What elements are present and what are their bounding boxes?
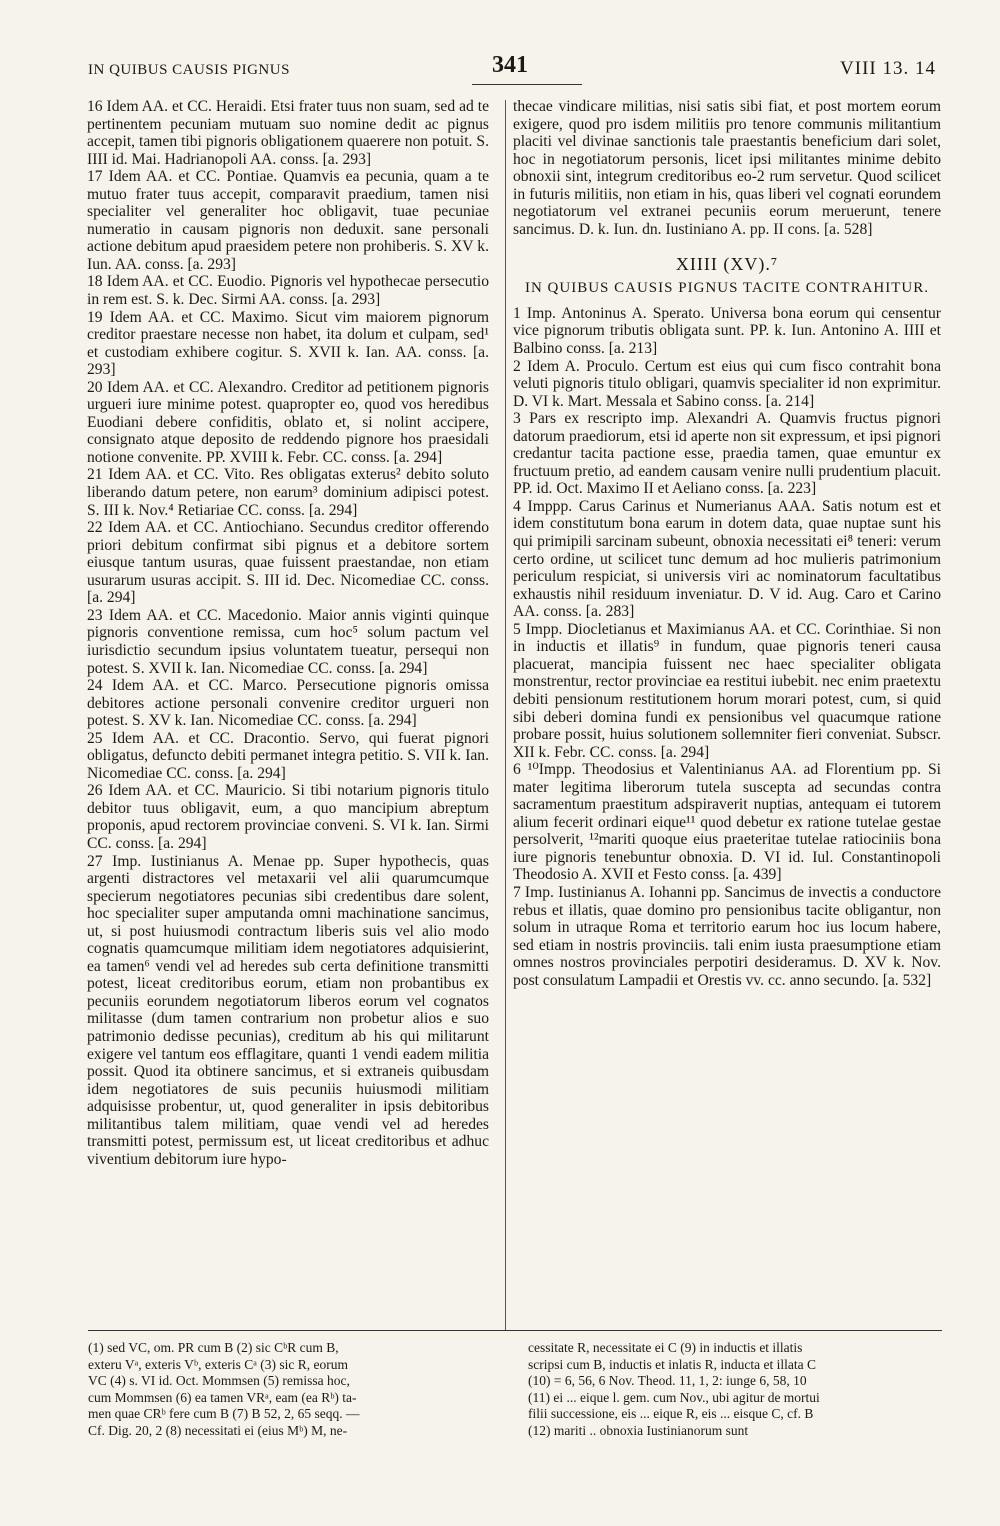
- footnote-line: filii successione, eis ... eique R, eis ... eisque C, cf. B: [528, 1406, 814, 1421]
- title-block: [513, 256, 941, 297]
- entry-xv-4: 4 Imppp. Carus Carinus et Numerianus AAA. Satis notum est et idem constitutum bona earum in dotem data, quae nuptae sunt his qui primipili sarcinam subeunt, obnoxia necessitati ei⁸ teneri: verum certo ordine, ut scilicet tunc demum ad hoc mulieris patrimonium periculum respiciat, si universis viri ac nominatorum facultatibus exhaustis nihil residuum inveniatur. D. V id. Aug. Caro et Carino AA. conss. [a. 283]: [513, 497, 941, 621]
- footnote-line: Cf. Dig. 20, 2 (8) necessitati ei (eius Mᵇ) M, ne-: [88, 1422, 348, 1438]
- entry-20: 20 Idem AA. et CC. Alexandro. Creditor ad petitionem pignoris urgueri iure minime potest. quapropter eo, quod vos heredibus Euodiani debere confiditis, oblato et, si nolint accipere, consignato atque deposito de reddendo pignore hos praesidali notione convenite. PP. XVIII k. Febr. CC. conss. [a. 294]: [87, 378, 489, 466]
- footnote-line: scripsi cum B, inductis et inlatis R, inducta et illata C: [528, 1356, 816, 1372]
- entry-16: 16 Idem AA. et CC. Heraidi. Etsi frater tuus non suam, sed ad te pertinentem pecuniam mutuam suo nomine dedit ac pignus accepit, tamen tibi pignoris obligationem quaerere non potuit. S. IIII id. Mai. Hadrianopoli AA. conss. [a. 293]: [87, 98, 489, 168]
- entry-17: 17 Idem AA. et CC. Pontiae. Quamvis ea pecunia, quam a te mutuo frater tuus accepit, comparavit praedium, tamen nisi specialiter vel generaliter hoc obligavit, tuae pecuniae numeratio in causam pignoris non deduxit. sane personali actione debitum apud praesidem petere non prohiberis. S. XV k. Iun. AA. conss. [a. 293]: [87, 168, 489, 273]
- footnote-line: men quae CRᵇ fere cum B (7) B 52, 2, 65 seqq. —: [88, 1406, 360, 1421]
- title-heading: IN QUIBUS CAUSIS PIGNUS TACITE CONTRAHITUR.: [524, 279, 930, 296]
- page-number: 341: [492, 52, 528, 78]
- running-head: [88, 48, 936, 88]
- entry-xv-2: 2 Idem A. Proculo. Certum est eius qui cum fisco contrahit bona veluti pignoris titulo obligari, quamvis specialiter id non exprimitur. D. VI k. Mart. Messala et Sabino conss. [a. 214]: [513, 357, 941, 410]
- entry-18: 18 Idem AA. et CC. Euodio. Pignoris vel hypothecae persecutio in rem est. S. k. Dec. Sirmi AA. conss. [a. 293]: [87, 273, 489, 309]
- section-reference: VIII 13. 14: [840, 58, 936, 79]
- entry-xv-6: 6 ¹⁰Impp. Theodosius et Valentinianus AA. ad Florentium pp. Si mater legitima liberorum tutela suscepta ad secundas contra sacramentum praestitum adspiraverit nuptias, antequam ei tutorem alium fecerit ordinari eique¹¹ quod debetur ex ratione tutelae gestae persolverit, ¹²mariti quoque eius praeteritae tutelae ratiociniis bona iure pignoris tenebuntur obnoxia. D. VI id. Iul. Constantinopoli Theodosio A. XVII et Festo conss. [a. 439]: [513, 761, 941, 884]
- entry-24: 24 Idem AA. et CC. Marco. Persecutione pignoris omissa debitores actione personali convenire creditor urgueri non potest. S. XV k. Ian. Nicomediae CC. conss. [a. 294]: [87, 677, 489, 730]
- footnote-rule: [88, 1330, 942, 1331]
- entry-27: 27 Imp. Iustinianus A. Menae pp. Super hypothecis, quas argenti distractores vel metaxarii vel alii quarumcumque specierum negotiatores pecunias sibi credentibus dare solent, hoc specialiter super amputanda omni machinatione sancimus, ut, si post huiusmodi contractum liberis suis vel alio modo cognatis quamcumque militiam idem negotiatores adquisierint, ea tamen⁶ vendi vel ad heredes sub certa definitione transmitti potest, liceat creditoribus eorum, etiam non probantibus ex pecuniis eorundem negotiatorum liberos eorum vel cognatos militasse (dum tamen contrarium non probetur alios e suo patrimonio dedisse pecunias), creditum ab his qui militarunt exigere vel tantum eos efflagitare, quanti 1 vendi eadem militia possit. Quod ita obtinere sancimus, et si extraneis quibusdam idem negotiatores de suis pecuniis huiusmodi militiam adquisisse probentur, ut, quod generaliter in ipsis debitoribus militantibus talem militiam, quae vendi vel ad heredes transmitti potest, permissum est, ut liceat creditoribus et adhuc viventium debitorum iure hypo-: [87, 852, 489, 1168]
- entry-22: 22 Idem AA. et CC. Antiochiano. Secundus creditor offerendo priori debitum confirmat sibi pignus et a debitore sortem eiusque tantum usuras, quae fuissent praestandae, non etiam usurarum usuras accipit. S. III id. Dec. Nicomediae CC. conss. [a. 294]: [87, 519, 489, 607]
- left-column: [87, 98, 489, 1168]
- footnotes-right: [528, 1340, 948, 1439]
- entry-xv-5: 5 Impp. Diocletianus et Maximianus AA. et CC. Corinthiae. Si non in inductis et illatis⁹ in fundum, quae pignoris teneri causa placuerat, mancipia fuissent nec haec specialiter obligata monstrentur, rector provinciae ea restitui iubebit. nec enim praetextu debiti pensionum restitutionem horum morari potest, cum, si quid sibi deberi domina fundi ex pensionibus vel quacumque ratione probare possit, huius solutionem sollemniter fieri conveniat. Subscr. XII k. Febr. CC. conss. [a. 294]: [513, 620, 941, 761]
- right-column: [513, 98, 941, 989]
- footnote-line: (1) sed VC, om. PR cum B (2) sic CᵇR cum B,: [88, 1340, 339, 1355]
- title-number: XIIII (XV).⁷: [675, 254, 779, 275]
- footnote-line: exteru Vᵃ, exteris Vᵇ, exteris Cᵃ (3) sic R, eorum: [88, 1356, 349, 1372]
- column-divider: [505, 100, 506, 1330]
- footnote-line: (11) ei ... eique l. gem. cum Nov., ubi agitur de mortui: [528, 1389, 820, 1405]
- footnote-line: (12) mariti .. obnoxia Iustinianorum sunt: [528, 1422, 749, 1438]
- footnotes-left: [88, 1340, 498, 1439]
- entry-xv-3: 3 Pars ex rescripto imp. Alexandri A. Quamvis fructus pignori datorum praediorum, etsi id aperte non sit expressum, et ipsi pignori credantur tacita pactione esse, praedia tamen, quae emuntur ex fructuum pretio, ad eandem causam venire nulli prudentium placuit. PP. id. Oct. Maximo II et Aeliano conss. [a. 223]: [513, 410, 941, 498]
- footnote-line: VC (4) s. VI id. Oct. Mommsen (5) remissa hoc,: [88, 1373, 350, 1388]
- header-rule: [472, 84, 582, 85]
- entry-xv-1: 1 Imp. Antoninus A. Sperato. Universa bona eorum qui censentur vice pignorum tributis obligata sunt. PP. k. Iun. Antonino A. IIII et Balbino conss. [a. 213]: [513, 304, 941, 358]
- entry-27-continuation: thecae vindicare militias, nisi satis sibi fiat, et post mortem eorum exigere, quod pro isdem militiis pro tenore communis militantium placiti vel divinae sanctionis tale praestantis beneficium dari solet, hoc in negotiatorum personis, licet ipsi militantes minime debito obnoxii sint, integrum creditoribus eo-2 rum servetur. Quod scilicet in futuris militiis, non etiam in his, quas liberi vel cognati eorundem negotiatorum vel extranei pecuniis eorum meruerunt, tenere sancimus. D. k. Iun. dn. Iustiniano A. pp. II cons. [a. 528]: [513, 98, 941, 238]
- entry-19: 19 Idem AA. et CC. Maximo. Sicut vim maiorem pignorum creditor praestare necesse non habet, ita dolum et culpam, sed¹ et custodiam exhibere cogitur. S. XVII k. Ian. AA. conss. [a. 293]: [87, 308, 489, 379]
- running-head-title: IN QUIBUS CAUSIS PIGNUS: [88, 62, 290, 78]
- entry-26: 26 Idem AA. et CC. Mauricio. Si tibi notarium pignoris titulo debitor tuus obligavit, eum, a quo mancipium abreptum proponis, apud rectorem provinciae conveni. S. VI k. Ian. Sirmi CC. conss. [a. 294]: [87, 782, 489, 852]
- footnote-line: cum Mommsen (6) ea tamen VRᵃ, eam (ea Rᵇ) ta-: [88, 1389, 357, 1405]
- footnote-line: cessitate R, necessitate ei C (9) in inductis et illatis: [528, 1340, 803, 1355]
- entry-25: 25 Idem AA. et CC. Dracontio. Servo, qui fuerat pignori obligatus, defuncto debiti permanet integra petitio. S. VII k. Ian. Nicomediae CC. conss. [a. 294]: [87, 729, 489, 782]
- footnote-line: (10) = 6, 56, 6 Nov. Theod. 11, 1, 2: iunge 6, 58, 10: [528, 1373, 807, 1388]
- entry-21: 21 Idem AA. et CC. Vito. Res obligatas exterus² debito soluto liberando datum petere, non earum³ dominium adipisci potest. S. III k. Nov.⁴ Retiariae CC. conss. [a. 294]: [87, 466, 489, 519]
- entry-xv-7: 7 Imp. Iustinianus A. Iohanni pp. Sancimus de invectis a conductore rebus et illatis, quae domino pro pensionibus tacite obligantur, non solum in utraque Roma et territorio earum hoc ius locum habere, sed etiam in nostris provinciis. tali enim iusta praesumptione etiam omnes nostros provinciales perpotiri desideramus. D. XV k. Nov. post consulatum Lampadii et Orestis vv. cc. anno secundo. [a. 532]: [513, 883, 941, 989]
- entry-23: 23 Idem AA. et CC. Macedonio. Maior annis viginti quinque pignoris conventione remissa, cum hoc⁵ solum pactum vel iurisdictio secundum ipsius voluntatem tueatur, persequi non potest. S. XVII k. Ian. Nicomediae CC. conss. [a. 294]: [87, 606, 489, 677]
